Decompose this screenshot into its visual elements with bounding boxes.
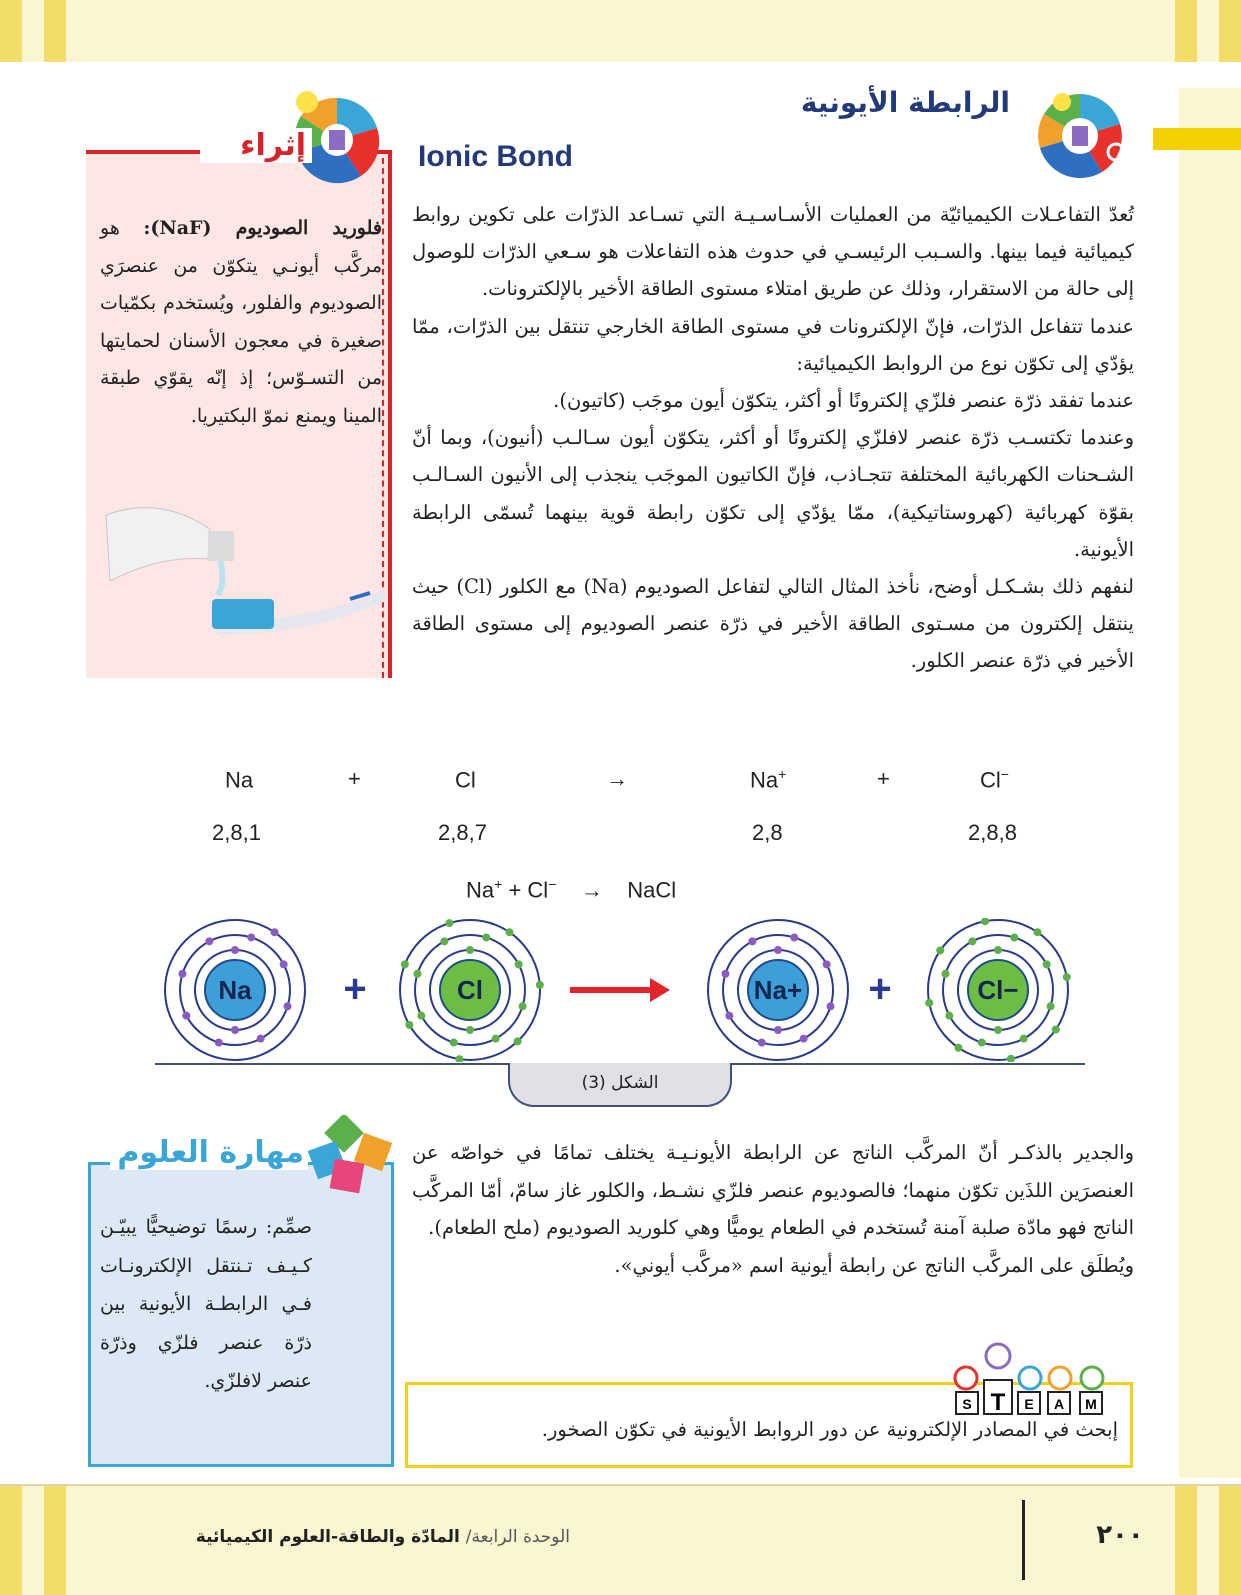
electron [925,999,933,1007]
section-title-english: Ionic Bond [418,140,573,173]
electron [774,946,782,954]
paragraph: تُعدّ التفاعـلات الكيميائيّة من العمليات الأسـاسـيـة التي تسـاعد الذرّات على تكوين روابط كيميائية فيما بينها. والسـبب الرئيسـي في حدوث هذه التفاعلات هو سـعي الذرّات للوصول إلى حالة من الاستقرار، وذلك عن طريق امتلاء مستوى الطاقة الأخير بالإلكترونات. [412,203,1134,301]
figure-plus: + [343,967,367,1011]
electron [450,1039,458,1047]
electron [1052,1026,1060,1034]
electron [748,937,756,945]
electron [941,970,949,978]
paragraph: وعندما تكتسـب ذرّة عنصر لافلزّي إلكترونًا أو أكثر، يتكوّن أيون سـالـب (أنيون)، وبما أنّ الشـحنات الكهربائية المختلفة تتجـاذب، فإنّ الكاتيون الموجَب ينجذب إلى الأنيون السـالـب بقوّة كهربائية (كهروستاتيكية)، ممّا يؤدّي إلى تكوّن رابطة قوية بينهما تُسمّى الرابطة الأيونية. [412,426,1134,561]
steam-letter-e: E [1024,1396,1034,1412]
electron [978,1039,986,1047]
electron [1007,1055,1015,1062]
electron [247,933,255,941]
config-cl: 2,8,7 [438,820,487,845]
electron [954,1044,962,1052]
electron [725,1012,733,1020]
net-equation: Na+ + Cl− → NaCl [466,876,677,903]
steam-letter-s: S [962,1396,972,1412]
enrichment-term: فلوريد الصوديوم (NaF): [143,217,382,239]
electron [413,970,421,978]
reaction-arrowhead [650,978,670,1002]
paragraph: والجدير بالذكـر أنّ المركَّب الناتج عن الرابطة الأيونـيـة يختلف تمامًا في خواصّه عن العنصرَين اللذَين تكوّن منهما؛ فالصوديوم عنصر فلزّي نشـط، والكلور غاز سامّ، أمّا المركَّب الناتج فهو مادّة صلبة آمنة تُستخدم في الطعام يوميًّا وهي كلوريد الصوديوم (ملح الطعام). [412,1141,1134,1239]
equation-na: Na [225,767,254,793]
electron [492,1035,500,1043]
toothpaste-illustration [100,495,390,645]
electron [1047,1002,1055,1010]
atom-label: Cl− [977,975,1019,1005]
electron [514,1037,522,1045]
electron [1010,933,1018,941]
electron [519,1002,527,1010]
puzzle-icon [300,1115,404,1199]
electron [440,937,448,945]
main-paragraphs [412,196,1134,680]
electron [758,1039,766,1047]
section-title-arabic: الرابطة الأيونية [800,86,1010,119]
electron [205,937,213,945]
equation-plus: + [877,766,890,791]
electron [721,970,729,978]
page-number: ٢٠٠ [1096,1520,1144,1550]
electron [968,937,976,945]
electron [257,1035,265,1043]
equation-cl-ion: Cl− [980,766,1009,793]
electron [994,1026,1002,1034]
steam-letter-t: T [990,1389,1006,1416]
electron [417,1012,425,1020]
steam-letter-a: A [1053,1396,1065,1412]
footer-divider [1022,1500,1025,1580]
equation-na-ion: Na+ [750,766,787,793]
electron [1034,928,1042,936]
electron [1043,960,1051,968]
electron [284,1002,292,1010]
enrichment-title: إثراء [200,128,312,163]
figure-caption: الشكل (3) [508,1063,732,1107]
electron [182,1012,190,1020]
footer-unit: الوحدة الرابعة/ [465,1527,570,1547]
science-skill-text: صمِّم: رسمًا توضيحيًّا يبيّـن كـيـف تـنتقل الإلكترونـات فـي الرابطـة الأيونية بين ذرّة عنصر فلزّي وذرّة عنصر لافلزّي. [100,1216,312,1392]
electron [482,933,490,941]
electron [1063,973,1071,981]
ionic-bond-figure [150,918,1090,1062]
electron [466,946,474,954]
electron [774,1026,782,1034]
electron [231,946,239,954]
electron [790,933,798,941]
paragraph: عندما تفقد ذرّة عنصر فلزّي إلكترونًا أو أكثر، يتكوّن أيون موجَب (كاتيون). [553,389,1134,413]
equation-cl: Cl [455,767,476,793]
atom-label: Cl [457,975,483,1005]
steam-letter-m: M [1085,1396,1097,1412]
electron [280,960,288,968]
electron [215,1039,223,1047]
atom-label: Na+ [753,975,803,1005]
electron [800,1035,808,1043]
electron [823,960,831,968]
electron [401,960,409,968]
electron [445,919,453,927]
right-margin-strip [1179,88,1241,1478]
electron [1020,1035,1028,1043]
paragraph: عندما تتفاعل الذرّات، فإنّ الإلكترونات في مستوى الطاقة الخارجي تنتقل بين الذرّات، ممّا يؤدّي إلى تكوّن نوع من الروابط الكيميائية: [412,314,1134,375]
electron [506,928,514,936]
electron [945,1012,953,1020]
figure-plus: + [868,967,892,1011]
electron [178,970,186,978]
electron [936,946,944,954]
config-na-ion: 2,8 [752,820,783,845]
electron [466,1026,474,1034]
equation-plus: + [348,766,361,791]
electron [231,1026,239,1034]
bottom-paragraphs [412,1134,1134,1284]
electron [994,946,1002,954]
footer-breadcrumb [100,1527,570,1547]
electron [981,918,989,925]
science-skill-title: مهارة العلوم [110,1135,308,1170]
enrichment-body: هو مركَّب أيونـي يتكوّن من عنصرَي الصوديوم والفلور، ويُستخدم بكمّيات صغيرة في معجون الأسنان لحمايتها من التسـوّس؛ إذ إنّه يقوّي طبقة المينا ويمنع نموّ البكتيريا. [100,217,382,427]
enrichment-text [100,210,382,436]
paragraph: ويُطلَق على المركَّب الناتج عن رابطة أيونية اسم «مركَّب أيوني». [614,1253,1134,1277]
top-band [0,0,1241,62]
electron [271,928,279,936]
footer-subject: المادّة والطاقة-العلوم الكيميائية [195,1527,466,1547]
electron [827,1002,835,1010]
atom-label: Na [218,975,252,1005]
lesson-icon [1022,86,1138,186]
electron [515,960,523,968]
equation-arrow: → [606,766,628,791]
paragraph: لنفهم ذلك بشـكـل أوضح، نأخذ المثال التالي لتفاعل الصوديوم (Na) مع الكلور (Cl) حيث ينتقل إلكترون من مسـتوى الطاقة الأخير في ذرّة عنصر الصوديوم إلى مستوى الطاقة الأخير في ذرّة عنصر الكلور. [412,575,1134,673]
config-na: 2,8,1 [212,820,261,845]
right-margin-tab [1153,128,1241,150]
electron [455,1055,463,1062]
electron [405,1021,413,1029]
steam-icon [952,1340,1112,1416]
footer-line [0,1484,1241,1486]
electron [536,981,544,989]
config-cl-ion: 2,8,8 [968,820,1017,845]
steam-activity-text: إبحث في المصادر الإلكترونية عن دور الروابط الأيونية في تكوّن الصخور. [541,1418,1118,1441]
